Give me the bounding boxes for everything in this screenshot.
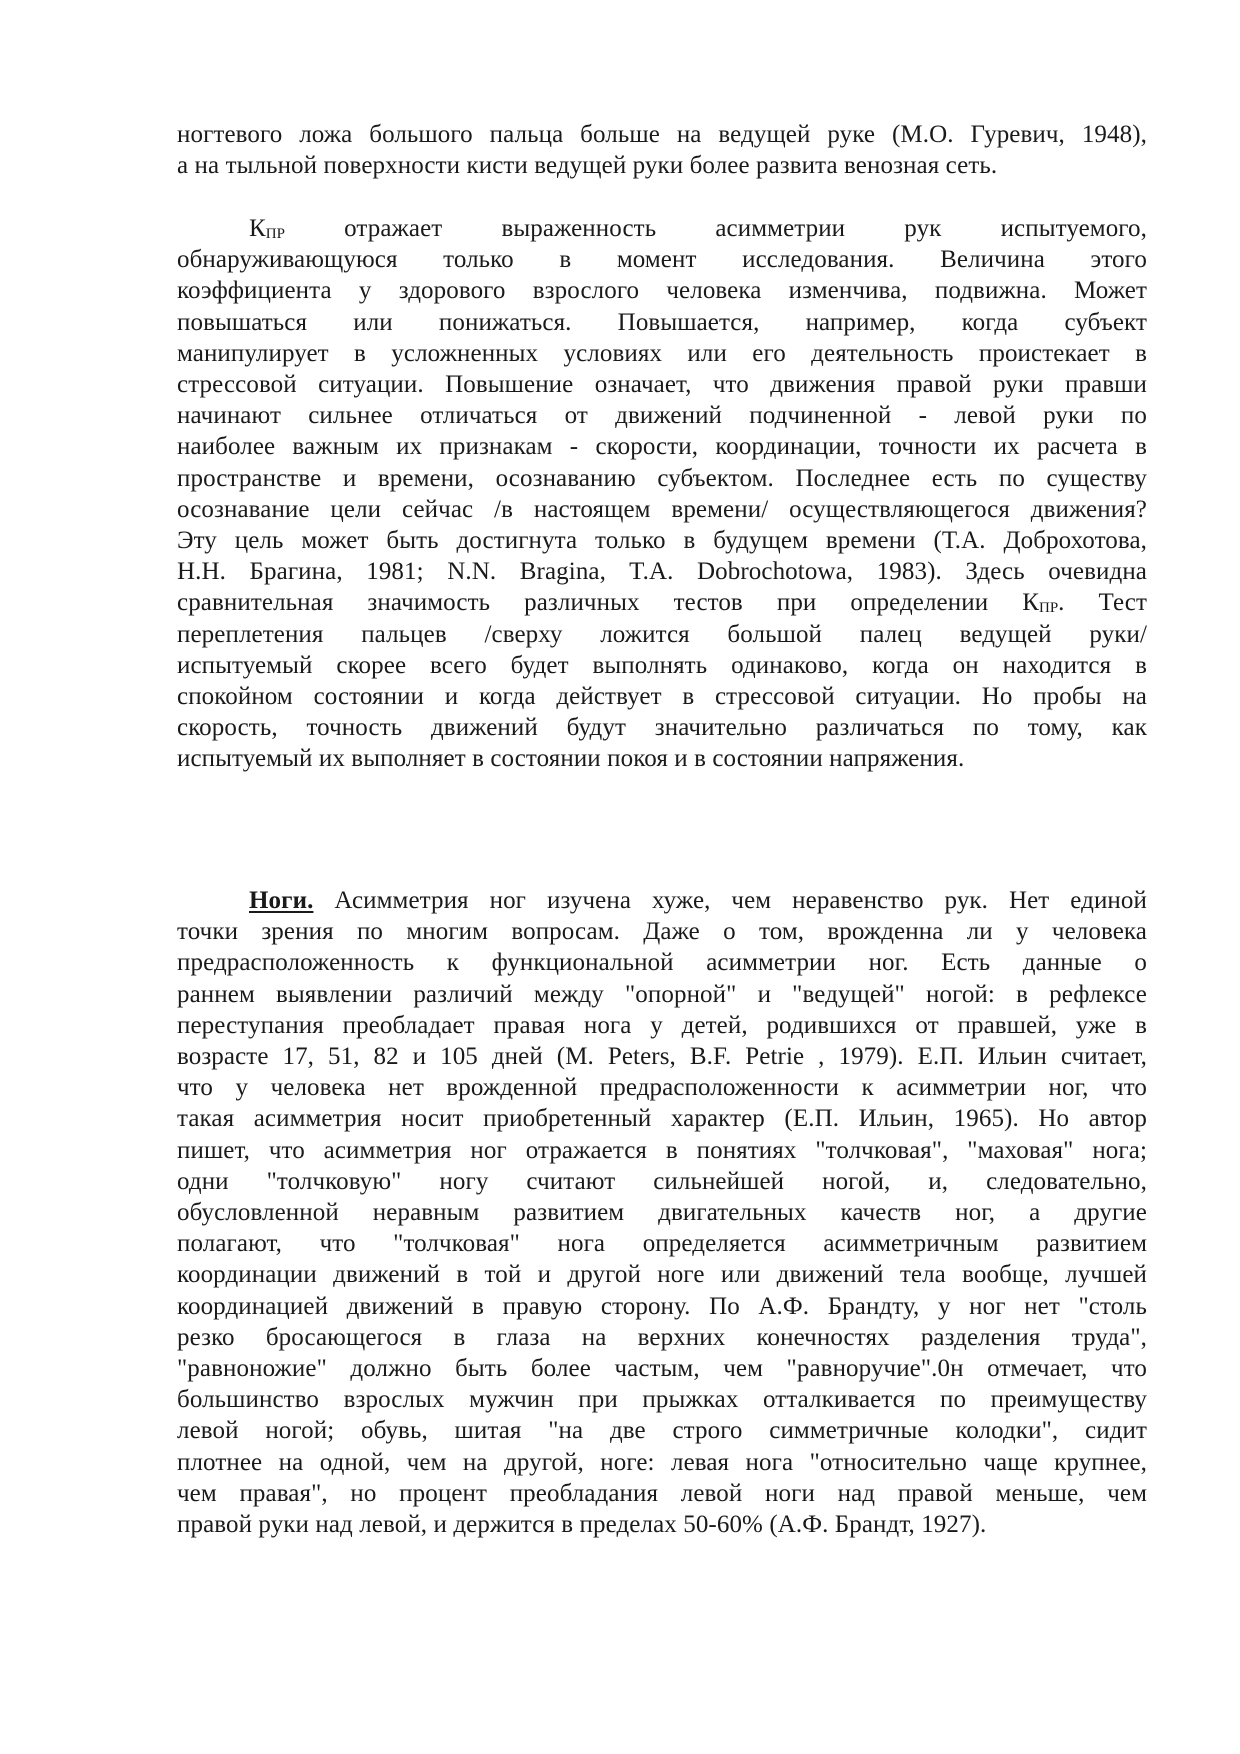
text-run: Асимметрия ног изучена хуже, чем неравенство рук. Нет единой	[334, 887, 1147, 914]
text-line	[177, 587, 1147, 618]
text-line: обусловленной неравным развитием двигательных качеств ног, а другие	[177, 1199, 1147, 1227]
text-run	[1022, 589, 1147, 616]
paragraph-2	[177, 213, 1147, 775]
text-line: испытуемый скорее всего будет выполнять одинаково, когда он находится в	[177, 651, 1147, 679]
text-line: одни "толчковую" ногу считают сильнейшей ногой, и, следовательно,	[177, 1167, 1147, 1195]
coefficient-symbol: К	[249, 215, 266, 242]
paragraph-1	[177, 119, 1147, 181]
coefficient-subscript: ПР	[1038, 600, 1059, 617]
text-line: обнаруживающуюся только в момент исследования. Величина этого	[177, 246, 1147, 274]
text-line: стрессовой ситуации. Повышение означает, что движения правой руки правши	[177, 371, 1147, 399]
text-line: спокойном состоянии и когда действует в стрессовой ситуации. Но пробы на	[177, 683, 1147, 711]
text-line: левой ногой; обувь, шитая "на две строго симметричные колодки", сидит	[177, 1417, 1147, 1445]
text-line: переплетения пальцев /сверху ложится большой палец ведущей руки/	[177, 620, 1147, 648]
text-line: повышаться или понижаться. Повышается, например, когда субъект	[177, 308, 1147, 336]
text-line	[177, 213, 1147, 244]
text-line: начинают сильнее отличаться от движений подчиненной - левой руки по	[177, 402, 1147, 430]
text-line: предрасположенность к функциональной асимметрии ног. Есть данные о	[177, 949, 1147, 977]
text-line: манипулирует в усложненных условиях или его деятельность проистекает в	[177, 339, 1147, 367]
text-run: . Тест	[1058, 589, 1147, 617]
section-heading: Ноги.	[249, 887, 314, 914]
text-line: пишет, что асимметрия ног отражается в понятиях "толчковая", "маховая" нога;	[177, 1136, 1147, 1164]
text-line: ногтевого ложа большого пальца больше на ведущей руке (М.О. Гуревич, 1948),	[177, 121, 1147, 148]
text-line: большинство взрослых мужчин при прыжках отталкивается по преимуществу	[177, 1386, 1147, 1414]
text-line: резко бросающегося в глаза на верхних конечностях разделения труда",	[177, 1323, 1147, 1351]
text-line: полагают, что "толчковая" нога определяется асимметричным развитием	[177, 1230, 1147, 1258]
text-line: переступания преобладает правая нога у детей, родившихся от правшей, уже в	[177, 1011, 1147, 1039]
text-run: отражает выраженность асимметрии рук испытуемого,	[344, 215, 1147, 242]
text-line: пространстве и времени, осознаванию субъектом. Последнее есть по существу	[177, 464, 1147, 492]
text-run: сравнительная значимость различных тестов при определении	[177, 589, 989, 617]
text-line	[177, 885, 1147, 916]
text-line: скорость, точность движений будут значительно различаться по тому, как	[177, 714, 1147, 742]
text-line: координации движений в той и другой ноге или движений тела вообще, лучшей	[177, 1261, 1147, 1289]
coefficient-symbol: К	[1022, 589, 1039, 617]
text-line: правой руки над левой, и держится в пределах 50-60% (А.Ф. Брандт, 1927).	[177, 1511, 987, 1539]
coefficient-subscript: ПР	[265, 226, 285, 242]
text-line: "равноножие" должно быть более частым, чем "равноручие".0н отмечает, что	[177, 1355, 1147, 1383]
text-line: такая асимметрия носит приобретенный характер (Е.П. Ильин, 1965). Но автор	[177, 1105, 1147, 1133]
text-line: что у человека нет врожденной предрасположенности к асимметрии ног, что	[177, 1074, 1147, 1102]
text-line: а на тыльной поверхности кисти ведущей руки более развита венозная сеть.	[177, 152, 998, 180]
text-line: чем правая", но процент преобладания левой ноги над правой меньше, чем	[177, 1479, 1147, 1507]
text-line: осознавание цели сейчас /в настоящем времени/ осуществляющегося движения?	[177, 495, 1147, 523]
paragraph-3	[177, 885, 1147, 1540]
text-line: Н.Н. Брагина, 1981; N.N. Bragina, T.A. Dobrochotowa, 1983). Здесь очевидна	[177, 558, 1147, 586]
text-line: точки зрения по многим вопросам. Даже о том, врожденна ли у человека	[177, 918, 1147, 946]
text-line: наиболее важным их признакам - скорости, координации, точности их расчета в	[177, 433, 1147, 461]
text-line: плотнее на одной, чем на другой, ноге: левая нога "относительно чаще крупнее,	[177, 1448, 1147, 1476]
text-line: координацией движений в правую сторону. По А.Ф. Брандту, у ног нет "столь	[177, 1292, 1147, 1320]
text-line: раннем выявлении различий между "опорной" и "ведущей" ногой: в рефлексе	[177, 980, 1147, 1008]
text-line: коэффициента у здорового взрослого человека изменчива, подвижна. Может	[177, 277, 1147, 305]
text-line: Эту цель может быть достигнута только в будущем времени (Т.А. Доброхотова,	[177, 527, 1147, 555]
text-line: возрасте 17, 51, 82 и 105 дней (M. Peters, B.F. Petrie , 1979). Е.П. Ильин считает,	[177, 1043, 1147, 1071]
text-line: испытуемый их выполняет в состоянии покоя и в состоянии напряжения.	[177, 745, 965, 773]
